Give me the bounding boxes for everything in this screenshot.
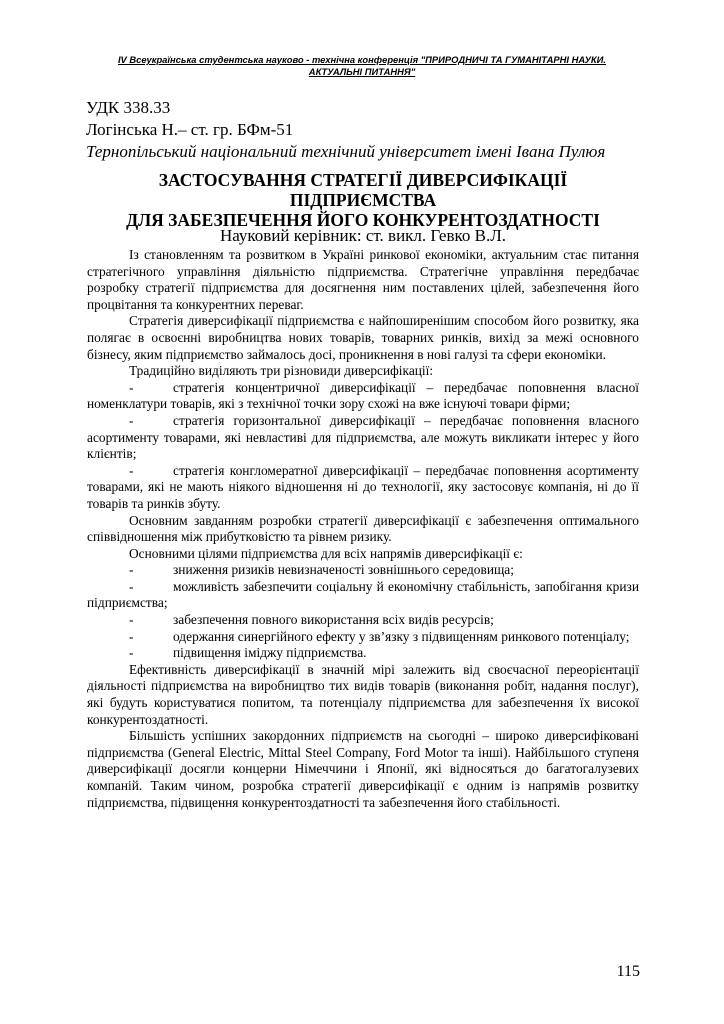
list-item-text: стратегія конгломератної диверсифікації – передбачає поповнення асортименту товарами, які не мають ніякого відношення ні до технології, яку застосовує компанія, ні до її товарів та ринків збуту. xyxy=(87,462,639,511)
paragraph-effectiveness: Ефективність диверсифікації в значній мірі залежить від своєчасної переорієнтації діяльності підприємства на виробництво тих видів товарів (виконання робіт, надання послуг), які будуть користуватися попитом, та потенціалу підприємства для забезпечення їх високої конкурентоздатності. xyxy=(87,661,639,727)
list-item-text: зниження ризиків невизначеності зовнішнього середовища; xyxy=(173,562,514,578)
list-item-goal xyxy=(87,612,639,629)
dash-bullet: - xyxy=(129,462,134,478)
paragraph-conclusion: Більшість успішних закордонних підприємств на сьогодні – широко диверсифіковані підприємства (General Electric, Mittal Steel Company, Ford Motor та інші). Найбільшого ступеня диверсифікації досягли концерни Німеччини і Японії, які відносяться до багатогалузевих компаній. Таким чином, розробка стратегії диверсифікації є одним із напрямів розвитку підприємства, підвищення конкурентоздатності та забезпечення його стабільності. xyxy=(87,728,639,810)
dash-bullet: - xyxy=(129,578,134,594)
article-title xyxy=(86,170,640,230)
list-item-text: можливість забезпечити соціальну й економічну стабільність, запобігання кризи підприємства; xyxy=(87,578,639,611)
paragraph-goals-lead: Основними цілями підприємства для всіх напрямів диверсифікації є: xyxy=(129,545,523,561)
dash-bullet: - xyxy=(129,562,134,578)
page-number: 115 xyxy=(616,963,640,980)
list-item-goal xyxy=(87,562,639,579)
list-item-text: стратегія концентричної диверсифікації – передбачає поповнення власної номенклатури товарів, які з технічної точки зору схожі на вже існуючі товари фірми; xyxy=(87,379,639,412)
list-item-type-conglomerate xyxy=(87,463,639,513)
list-item-text: забезпечення повного використання всіх видів ресурсів; xyxy=(173,612,494,628)
dash-bullet: - xyxy=(129,645,134,661)
dash-bullet: - xyxy=(129,379,134,395)
conference-header: IV Всеукраїнська студентська науково - технічна конференція "ПРИРОДНИЧІ ТА ГУМАНІТАРНІ НАУКИ. АКТУАЛЬНІ ПИТАННЯ" xyxy=(117,54,607,77)
title-line-2: ДЛЯ ЗАБЕЗПЕЧЕННЯ ЙОГО КОНКУРЕНТОЗДАТНОСТІ xyxy=(126,210,600,230)
author-line: Логінська Н.– ст. гр. БФм-51 xyxy=(86,120,294,139)
list-item-goal xyxy=(87,629,639,646)
list-item-text: стратегія горизонтальної диверсифікації – передбачає поповнення власного асортименту товарами, які невластиві для підприємства, але можуть викликати інтерес у його клієнтів; xyxy=(87,412,639,462)
list-item-goal xyxy=(87,579,639,612)
list-item-text: одержання синергійного ефекту у зв’язку з підвищенням ринкового потенціалу; xyxy=(173,628,630,644)
list-item-type-concentric xyxy=(87,380,639,413)
list-item-text: підвищення іміджу підприємства. xyxy=(173,645,367,661)
paragraph-types-lead: Традиційно виділяють три різновиди диверсифікації: xyxy=(129,363,434,379)
list-item-type-horizontal xyxy=(87,413,639,463)
article-meta xyxy=(86,97,646,163)
dash-bullet: - xyxy=(129,612,134,628)
scientific-advisor: Науковий керівник: ст. викл. Гевко В.Л. xyxy=(219,226,507,245)
list-item-goal xyxy=(87,645,639,662)
institution-line: Тернопільський національний технічний університет імені Івана Пулюя xyxy=(86,142,606,161)
paragraph-main-task: Основним завданням розробки стратегії диверсифікації є забезпечення оптимального співвідношення між прибутковістю та рівнем ризику. xyxy=(87,512,639,545)
dash-bullet: - xyxy=(129,412,134,428)
dash-bullet: - xyxy=(129,628,134,644)
paragraph-intro: Із становленням та розвитком в Україні ринкової економіки, актуальним стає питання стратегічного управління діяльністю підприємства. Стратегічне управління передбачає розробку стратегії підприємства для досягнення ним поставлених цілей, забезпечення його процвітання та конкурентних переваг. xyxy=(87,247,639,312)
paragraph-definition: Стратегія диверсифікації підприємства є найпоширенішим способом його розвитку, яка полягає в освоєнні виробництва нових товарів, товарних ринків, вихід за межі основного бізнесу, яким підприємство займалось досі, проникнення в нові галузі та сфери економіки. xyxy=(87,313,639,362)
title-line-1: ЗАСТОСУВАННЯ СТРАТЕГІЇ ДИВЕРСИФІКАЦІЇ ПІДПРИЄМСТВА xyxy=(158,170,568,210)
article-body xyxy=(87,247,639,811)
udc-code: УДК 338.33 xyxy=(86,98,171,117)
